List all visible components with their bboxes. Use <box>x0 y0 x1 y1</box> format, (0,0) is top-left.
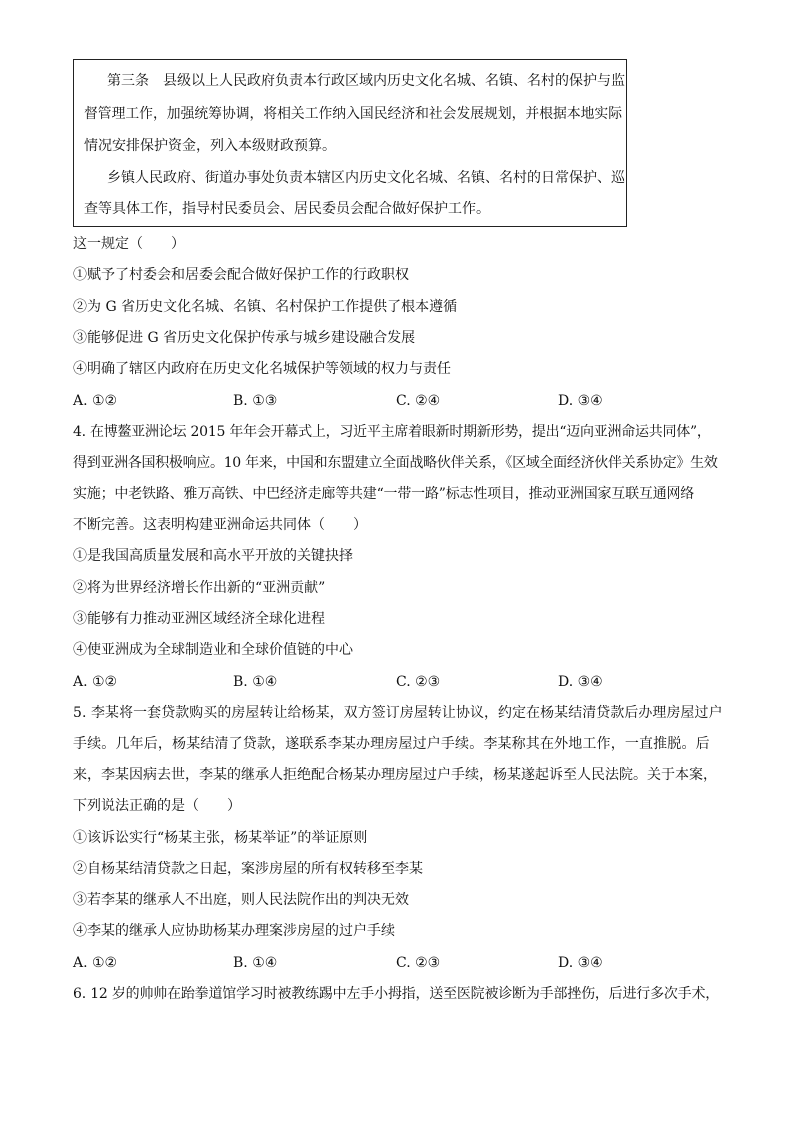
question-stem: 这一规定（ ） <box>73 236 185 252</box>
question-stem: 来，李某因病去世，李某的继承人拒绝配合杨某办理房屋过户手续，杨某遂起诉至人民法院。关于本案， <box>73 767 717 783</box>
option-a: A. ①② <box>73 393 118 409</box>
excerpt-line: 查等具体工作，指导村民委员会、居民委员会配合做好保护工作。 <box>84 201 490 217</box>
option-d: D. ③④ <box>558 674 603 690</box>
excerpt-line: 第三条 县级以上人民政府负责本行政区域内历史文化名城、名镇、名村的保护与监 <box>107 73 625 89</box>
statement-item: ①该诉讼实行“杨某主张，杨某举证”的举证原则 <box>73 830 368 846</box>
statement-item: ③能够有力推动亚洲区域经济全球化进程 <box>73 611 325 627</box>
excerpt-line: 情况安排保护资金，列入本级财政预算。 <box>84 138 336 154</box>
option-a: A. ①② <box>73 674 118 690</box>
statement-item: ②自杨某结清贷款之日起，案涉房屋的所有权转移至李某 <box>73 861 423 877</box>
option-b: B. ①④ <box>233 674 278 690</box>
law-excerpt-box <box>73 59 627 227</box>
statement-item: ④明确了辖区内政府在历史文化名城保护等领域的权力与责任 <box>73 361 451 377</box>
question-stem: 6. 12 岁的帅帅在跆拳道馆学习时被教练踢中左手小拇指，送至医院被诊断为手部挫伤，后进行多次手术， <box>73 986 720 1002</box>
question-stem: 下列说法正确的是（ ） <box>73 798 241 814</box>
question-stem: 实施；中老铁路、雅万高铁、中巴经济走廊等共建“一带一路”标志性项目，推动亚洲国家互联互通网络 <box>73 486 695 502</box>
statement-item: ③能够促进 G 省历史文化保护传承与城乡建设融合发展 <box>73 330 416 346</box>
option-b: B. ①③ <box>233 393 278 409</box>
option-d: D. ③④ <box>558 955 603 971</box>
option-c: C. ②③ <box>396 674 441 690</box>
statement-item: ②为 G 省历史文化名城、名镇、名村保护工作提供了根本遵循 <box>73 299 458 315</box>
excerpt-line: 乡镇人民政府、街道办事处负责本辖区内历史文化名城、名镇、名村的日常保护、巡 <box>107 170 625 186</box>
option-c: C. ②③ <box>396 955 441 971</box>
question-stem: 4. 在博鳌亚洲论坛 2015 年年会开幕式上，习近平主席着眼新时期新形势，提出“迈向亚洲命运共同体”， <box>73 424 711 440</box>
question-stem: 手续。几年后，杨某结清了贷款，遂联系李某办理房屋过户手续。李某称其在外地工作，一直推脱。后 <box>73 736 710 752</box>
excerpt-line: 督管理工作，加强统筹协调，将相关工作纳入国民经济和社会发展规划，并根据本地实际 <box>84 106 622 122</box>
statement-item: ①是我国高质量发展和高水平开放的关键抉择 <box>73 548 353 564</box>
statement-item: ④使亚洲成为全球制造业和全球价值链的中心 <box>73 642 353 658</box>
question-stem: 5. 李某将一套贷款购买的房屋转让给杨某，双方签订房屋转让协议，约定在杨某结清贷款后办理房屋过户 <box>73 705 723 721</box>
statement-item: ②将为世界经济增长作出新的“亚洲贡献” <box>73 580 326 596</box>
statement-item: ①赋予了村委会和居委会配合做好保护工作的行政职权 <box>73 267 409 283</box>
option-a: A. ①② <box>73 955 118 971</box>
option-d: D. ③④ <box>558 393 603 409</box>
statement-item: ④李某的继承人应协助杨某办理案涉房屋的过户手续 <box>73 923 395 939</box>
option-c: C. ②④ <box>396 393 441 409</box>
question-stem: 不断完善。这表明构建亚洲命运共同体（ ） <box>73 517 367 533</box>
question-stem: 得到亚洲各国积极响应。10 年来，中国和东盟建立全面战略伙伴关系，《区域全面经济伙伴关系协定》生效 <box>73 455 718 471</box>
statement-item: ③若李某的继承人不出庭，则人民法院作出的判决无效 <box>73 892 409 908</box>
option-b: B. ①④ <box>233 955 278 971</box>
